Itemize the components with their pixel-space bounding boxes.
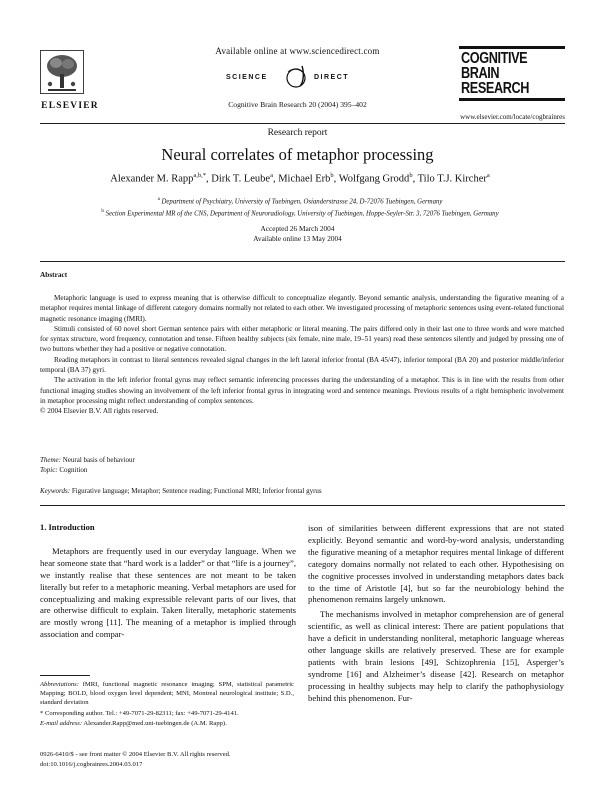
abstract-body bbox=[40, 293, 564, 417]
keywords-line bbox=[40, 486, 564, 496]
theme-label: Theme: bbox=[40, 456, 61, 464]
topic-label: Topic: bbox=[40, 466, 58, 474]
sciencedirect-logo bbox=[222, 62, 368, 94]
abstract-paragraph: Stimuli consisted of 60 novel short German sentence pairs with either metaphoric or literal meaning. The pairs differed only in their last one to three words and were matched for syntax structure, word frequency, connotation and tense. Fifteen healthy subjects (six female, nine male, 19–51 years) read these sentences silently and judged by pressing one of two buttons whether they had a positive or negative connotation. bbox=[40, 324, 564, 354]
issn-line: 0926-6410/$ - see front matter © 2004 Elsevier B.V. All rights reserved. bbox=[40, 751, 231, 758]
abbreviations-text: fMRI, functional magnetic resonance imaging; SPM, statistical parametric Mapping; BOLD, blood oxygen level dependent; MNI, Montreal neurological institute; S.D., standard deviation bbox=[40, 681, 294, 707]
author-superscript: b bbox=[409, 172, 413, 179]
author-list: Alexander M. Rapp$^{a,b,*}$, Dirk T. Leube$^a$, Michael Erb$^b$, Wolfgang Grodd$^b$, Tilo T.J. Kircher$^a$ bbox=[110, 172, 490, 185]
body-paragraph: ison of similarities between different expressions that are not stated explicitly. Beyond semantic and word-by-word analysis, understanding the figurative meaning of a metaphor requires mental linkage of different category domains normally not related to each other. Hypothesising on the cognitive processes involved in understanding metaphors dates back to the time of Aristotle [4], but so far the neurobiology behind the phenomenon remains largely unknown. bbox=[308, 523, 564, 605]
accepted-date: Accepted 26 March 2004 bbox=[260, 224, 335, 233]
affiliation-text: Department of Psychiatry, University of Tuebingen, Osianderstrasse 24, D-72076 Tuebingen, Germany bbox=[161, 198, 443, 206]
abstract-heading: Abstract bbox=[40, 270, 68, 279]
email-label: E-mail address: bbox=[40, 719, 83, 727]
topic-value: Cognition bbox=[59, 466, 88, 474]
journal-url[interactable]: www.elsevier.com/locate/cogbrainres bbox=[460, 113, 565, 121]
author-name: Wolfgang Grodd bbox=[338, 173, 410, 185]
elsevier-tree-icon bbox=[40, 50, 84, 94]
section-heading: 1. Introduction bbox=[40, 522, 95, 532]
article-title: Neural correlates of metaphor processing bbox=[161, 145, 434, 164]
author-superscript: a bbox=[270, 172, 273, 179]
footnotes bbox=[40, 680, 294, 728]
available-online-text: Available online at www.sciencedirect.com bbox=[215, 46, 380, 56]
sciencedirect-d-icon bbox=[282, 62, 310, 90]
author-name: Michael Erb bbox=[278, 173, 331, 185]
theme-value: Neural basis of behaviour bbox=[62, 456, 135, 464]
email-link[interactable]: Alexander.Rapp@med.uni-tuebingen.de (A.M. Rapp). bbox=[83, 719, 227, 727]
elsevier-logo-text: ELSEVIER bbox=[41, 101, 99, 111]
sciencedirect-left-word: SCIENCE bbox=[226, 74, 268, 81]
abstract-bottom-divider bbox=[40, 505, 565, 506]
keywords-label: Keywords: bbox=[40, 487, 71, 495]
theme-topic-block bbox=[40, 455, 564, 475]
journal-logo-line-1: COGNITIVE bbox=[461, 50, 528, 67]
journal-reference: Cognitive Brain Research 20 (2004) 395–402 bbox=[228, 100, 367, 109]
journal-logo bbox=[459, 46, 565, 101]
doi-line[interactable]: doi:10.1016/j.cogbrainres.2004.03.017 bbox=[40, 760, 143, 768]
affiliation-text: Section Experimental MR of the CNS, Department of Neuroradiology, University of Tuebingen, Hoppe-Seyler-Str. 3, 72076 Tuebingen, Germany bbox=[105, 210, 499, 218]
author-name: Dirk T. Leube bbox=[211, 173, 271, 185]
sciencedirect-right-word: DIRECT bbox=[314, 74, 350, 81]
author-name: Tilo T.J. Kircher bbox=[417, 173, 487, 185]
header-divider bbox=[40, 123, 565, 124]
abstract-copyright: © 2004 Elsevier B.V. All rights reserved. bbox=[40, 407, 159, 416]
footnote-divider bbox=[40, 675, 90, 676]
right-column bbox=[308, 523, 564, 705]
abbreviations-label: Abbreviations: bbox=[40, 681, 79, 688]
affiliation-superscript: a bbox=[157, 197, 160, 202]
abstract-paragraph: The activation in the left inferior frontal gyrus may reflect semantic inferencing processes during the understanding of a metaphor. This is in line with the results from other functional imaging studies showing an involvement of the left inferior frontal gyrus in integrating word and sentence meanings. Previous results of a right hemispheric involvement in metaphor processing might reflect understanding of complex sentences. bbox=[40, 376, 564, 405]
online-date: Available online 13 May 2004 bbox=[253, 234, 342, 243]
keywords-value: Figurative language; Metaphor; Sentence reading; Functional MRI; Inferior frontal gyrus bbox=[71, 487, 322, 495]
author-superscript: a,b,* bbox=[193, 172, 206, 179]
author-superscript: a bbox=[486, 172, 490, 179]
affiliation-superscript: b bbox=[101, 209, 104, 214]
affiliation-a bbox=[40, 197, 560, 205]
abstract-paragraph: Reading metaphors in contrast to literal sentences revealed signal changes in the left lateral inferior frontal (BA 45/47), inferior temporal (BA 20) and posterior middle/inferior temporal (BA 37) gyri. bbox=[40, 355, 564, 375]
body-paragraph: The mechanisms involved in metaphor comprehension are of general scientific, as well as clinical interest: There are patient populations that have a deficit in understanding nonliteral, metaphoric language whereas other language skills are relatively preserved. These are for example patients with brain lesions [49], Schizophrenia [15], Asperger’s syndrome [16] and Alzheimer’s disease [42]. Research on metaphor processing in healthy subjects may help to clarify the pathophysiology behind this phenomenon. Fur- bbox=[308, 609, 564, 703]
body-paragraph: Metaphors are frequently used in our everyday language. When we hear someone state that “hard work is a ladder” or that “life is a journey”, we instantly realise that these sentences are not meant to be taken literally but refer to a metaphoric meaning. Verbal metaphors are used for conceptualizing and making expressible relevant parts of our lives, that are otherwise difficult to explain. Taken literally, metaphoric statements are mostly wrong [11]. The meaning of a metaphor is implied through association and compar- bbox=[40, 545, 296, 640]
left-column bbox=[40, 522, 296, 641]
abstract-top-divider bbox=[40, 261, 565, 262]
author-superscript: b bbox=[330, 172, 334, 179]
journal-logo-line-3: RESEARCH bbox=[461, 80, 530, 97]
affiliation-b bbox=[40, 209, 560, 217]
issn-block bbox=[40, 750, 340, 769]
article-type: Research report bbox=[267, 128, 328, 138]
corresponding-author: * Corresponding author. Tel.: +49-7071-29-82311; fax: +49-7071-29-4141. bbox=[40, 709, 239, 717]
author-name: Alexander M. Rapp bbox=[110, 173, 194, 185]
journal-logo-line-2: BRAIN bbox=[461, 65, 500, 82]
abstract-paragraph: Metaphoric language is used to express meaning that is otherwise difficult to conceptualize elegantly. Beyond semantic analysis, understanding the figurative meaning of a metaphor requires mental linkage of different category domains normally not related to each other. We investigated processing of metaphoric sentences using event-related functional magnetic resonance imaging (fMRI). bbox=[40, 294, 564, 323]
dates-block bbox=[0, 224, 595, 244]
